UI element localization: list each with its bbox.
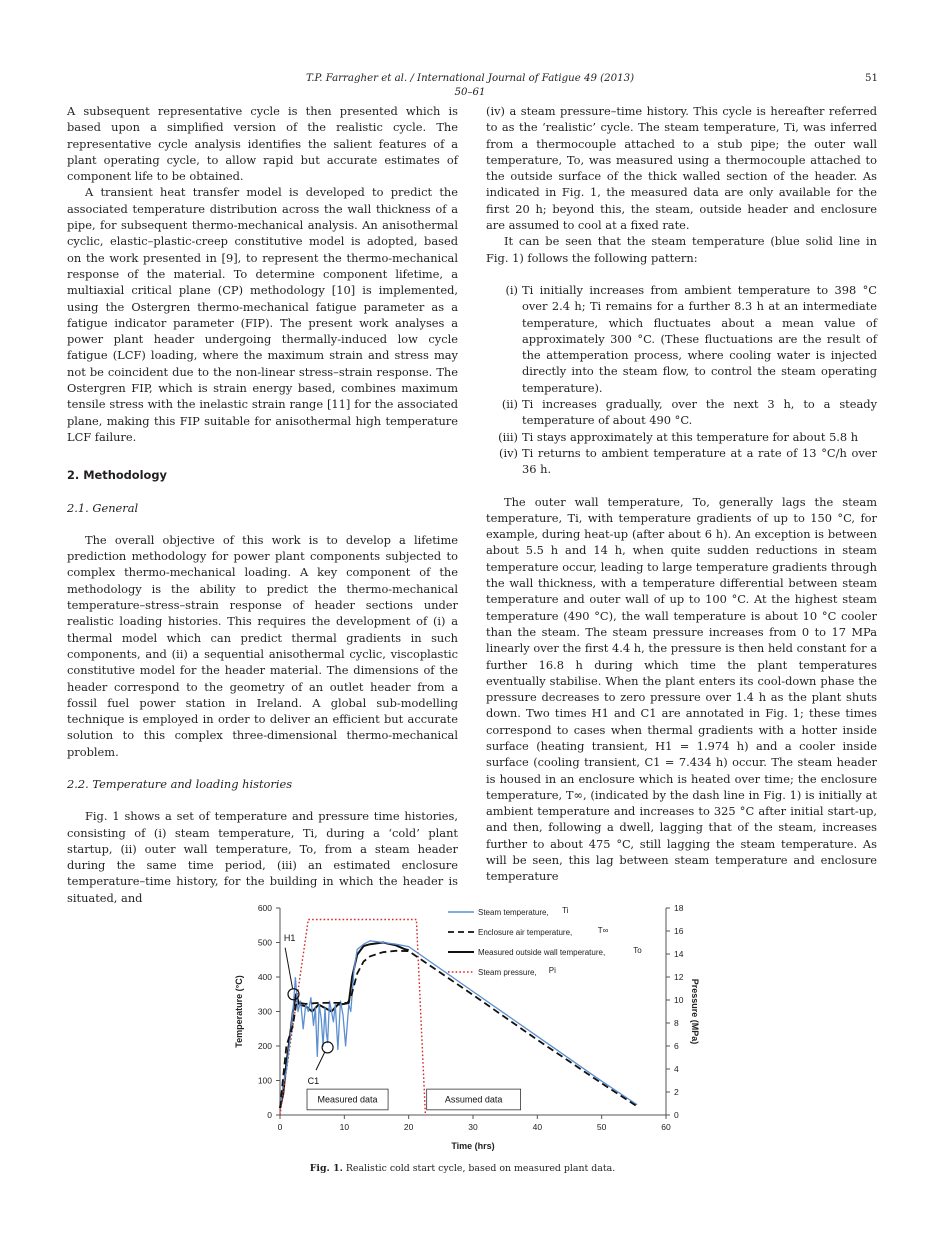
- y2-tick-label: 10: [674, 995, 684, 1005]
- legend-symbol: Pi: [548, 966, 556, 975]
- y-tick-label: 100: [257, 1075, 272, 1086]
- x-tick-label: 40: [532, 1122, 543, 1132]
- temperature-pressure-chart: [230, 896, 700, 1156]
- y2-tick-label: 12: [674, 972, 684, 982]
- h1-arrow: [285, 948, 292, 989]
- legend-label: Steam pressure,: [478, 968, 537, 977]
- h1-annotation: H1: [283, 932, 296, 943]
- legend-label: Measured outside wall temperature,: [478, 948, 606, 957]
- right-column: [486, 103, 877, 885]
- paragraph: A transient heat transfer model is developed to predict the associated temperature distribution across the wall thickness of a pipe, for subsequent thermo-mechanical analysis. An anisothermal cyclic, elastic–plastic-creep constitutive model is adopted, based on the work presented in [9], to represent the thermo-mechanical response of the material. To determine component lifetime, a multiaxial critical plane (CP) methodology [10] is implemented, using the Ostergren thermo-mechanical fatigue parameter as a fatigue indicator parameter (FIP). The present work analyses a power plant header undergoing thermally-induced low cycle fatigue (LCF) loading, where the maximum strain and stress may not be coincident due to the non-linear stress–strain response. The Ostergren FIP, which is strain energy based, combines maximum tensile stress with the inelastic strain range [11] for the associated plane, making this FIP suitable for anisothermal high temperature LCF failure.: [67, 185, 458, 444]
- y2-tick-label: 2: [674, 1087, 679, 1097]
- figure-caption: [0, 1163, 925, 1175]
- figure-1: [230, 896, 700, 1156]
- steam-temperature-pattern-list: [486, 282, 877, 478]
- assumed-data-label: Assumed data: [444, 1094, 503, 1105]
- list-item: (ii) Ti increases gradually, over the next 3 h, to a steady temperature of about 490 °C.: [501, 397, 877, 428]
- legend-label: Steam temperature,: [478, 908, 549, 917]
- legend-label: Enclosure air temperature,: [478, 928, 573, 937]
- journal-citation: T.P. Farragher et al. / International Journal of Fatigue 49 (2013) 50–61: [305, 73, 635, 98]
- x-tick-label: 50: [596, 1122, 607, 1132]
- y-tick-label: 600: [257, 903, 272, 913]
- y2-tick-label: 8: [674, 1018, 679, 1028]
- list-item: (iii) Ti stays approximately at this temperature for about 5.8 h: [498, 429, 859, 444]
- list-item: (iv) Ti returns to ambient temperature at a rate of 13 °C/h over 36 h.: [499, 445, 877, 477]
- y2-tick-label: 16: [674, 926, 684, 936]
- legend-symbol: T∞: [597, 926, 609, 935]
- paragraph: The overall objective of this work is to develop a lifetime prediction methodology for power plant components subjected to complex thermo-mechanical loading. A key component of the methodology is the ability to predict the thermo-mechanical temperature–stress–strain response of header sections under realistic loading histories. This requires the development of (i) a thermal model which can predict thermal gradients in such components, and (ii) a sequential anisothermal cyclic, viscoplastic constitutive model for the header material. The dimensions of the header correspond to the geometry of an outlet header from a fossil fuel power station in Ireland. A global sub-modelling technique is employed in order to deliver an efficient but accurate solution to this complex three-dimensional thermo-mechanical problem.: [67, 532, 458, 759]
- paragraph: It can be seen that the steam temperature (blue solid line in Fig. 1) follows the following pattern:: [486, 234, 877, 265]
- paragraph: Fig. 1 shows a set of temperature and pressure time histories, consisting of (i) steam temperature, Ti, during a ‘cold’ plant startup, (ii) outer wall temperature, To, from a steam header during the same time period, (iii) an estimated enclosure temperature–time history, for the building in which the header is situated, and: [67, 809, 458, 905]
- c1-marker: [322, 1042, 333, 1053]
- y2-tick-label: 18: [674, 903, 684, 913]
- y-tick-label: 300: [257, 1006, 272, 1017]
- y2-tick-label: 4: [674, 1064, 679, 1074]
- x-tick-label: 60: [661, 1122, 671, 1132]
- x-axis-label: Time (hrs): [451, 1141, 495, 1151]
- left-column: [67, 103, 458, 906]
- y-tick-label: 500: [257, 937, 272, 948]
- paragraph: A subsequent representative cycle is then presented which is based upon a simplified version of the realistic cycle. The representative cycle analysis identifies the salient features of a plant operating cycle, to allow rapid but accurate estimates of component life to be obtained.: [67, 104, 458, 184]
- enclosure-temperature-series: [280, 951, 637, 1108]
- x-tick-label: 0: [277, 1122, 283, 1132]
- steam-temperature-series: [280, 941, 637, 1108]
- caption-text: Realistic cold start cycle, based on measured plant data.: [345, 1163, 616, 1174]
- paragraph: The outer wall temperature, To, generally lags the steam temperature, Ti, with temperature gradients of up to 150 °C, for example, during heat-up (after about 6 h). An exception is between about 5.5 h and 14 h, when quite sudden reductions in steam temperature occur, leading to large temperature gradients through the wall thickness, with a temperature differential between steam temperature and outer wall of up to 100 °C. At the highest steam temperature (490 °C), the wall temperature is about 10 °C cooler than the steam. The steam pressure increases from 0 to 17 MPa linearly over the first 4.4 h, the pressure is then held constant for a further 16.8 h during which time the plant temperatures eventually stabilise. When the plant enters its cool-down phase the pressure decreases to zero pressure over 1.4 h as the plant shuts down. Two times H1 and C1 are annotated in Fig. 1; these times correspond to cases when thermal gradients with a hotter inside surface (heating transient, H1 = 1.974 h) and a cooler inside surface (cooling transient, C1 = 7.434 h) occur. The steam header is housed in an enclosure which is heated over time; the enclosure temperature, T∞, (indicated by the dash line in Fig. 1) is initially at ambient temperature and increases to 325 °C after initial start-up, and then, following a dwell, lagging that of the steam, increases further to about 475 °C, still lagging the steam temperature. As will be seen, this lag between steam temperature and enclosure temperature: [486, 494, 877, 884]
- caption-label: Fig. 1.: [309, 1163, 343, 1174]
- measured-data-label: Measured data: [317, 1094, 378, 1105]
- page-number: 51: [865, 73, 878, 84]
- section-heading: 2. Methodology: [67, 468, 167, 483]
- y2-tick-label: 0: [674, 1110, 679, 1120]
- x-tick-label: 20: [403, 1122, 414, 1132]
- y-tick-label: 200: [257, 1041, 272, 1051]
- y2-axis-label: Pressure (MPa): [690, 978, 700, 1045]
- subsection-heading: 2.2. Temperature and loading histories: [67, 776, 293, 791]
- y2-tick-label: 6: [674, 1041, 679, 1051]
- x-tick-label: 10: [339, 1122, 350, 1132]
- paragraph: (iv) a steam pressure–time history. This cycle is hereafter referred to as the ‘realistic’ cycle. The steam temperature, Ti, was inferred from a thermocouple attached to a stub pipe; the outer wall temperature, To, was measured using a thermocouple attached to the outside surface of the thick walled section of the header. As indicated in Fig. 1, the measured data are only available for the first 20 h; beyond this, the steam, outside header and enclosure are assumed to cool at a fixed rate.: [486, 104, 877, 233]
- y-tick-label: 0: [267, 1110, 272, 1120]
- c1-annotation: C1: [307, 1075, 320, 1086]
- x-tick-label: 30: [468, 1122, 478, 1132]
- y-tick-label: 400: [257, 972, 272, 982]
- list-item: (i) Ti initially increases from ambient temperature to 398 °C over 2.4 h; Ti remains for a further 8.3 h at an intermediate temperature, which fluctuates about a mean value of approximately 300 °C. (These fluctuations are the result of the attemperation process, where cooling water is injected directly into the steam flow, to control the steam operating temperature).: [505, 282, 877, 395]
- legend-symbol: To: [633, 946, 642, 955]
- y2-tick-label: 14: [674, 949, 684, 959]
- legend-symbol: Ti: [562, 906, 569, 915]
- y-axis-label: Temperature (°C): [234, 975, 244, 1048]
- subsection-heading: 2.1. General: [67, 500, 139, 515]
